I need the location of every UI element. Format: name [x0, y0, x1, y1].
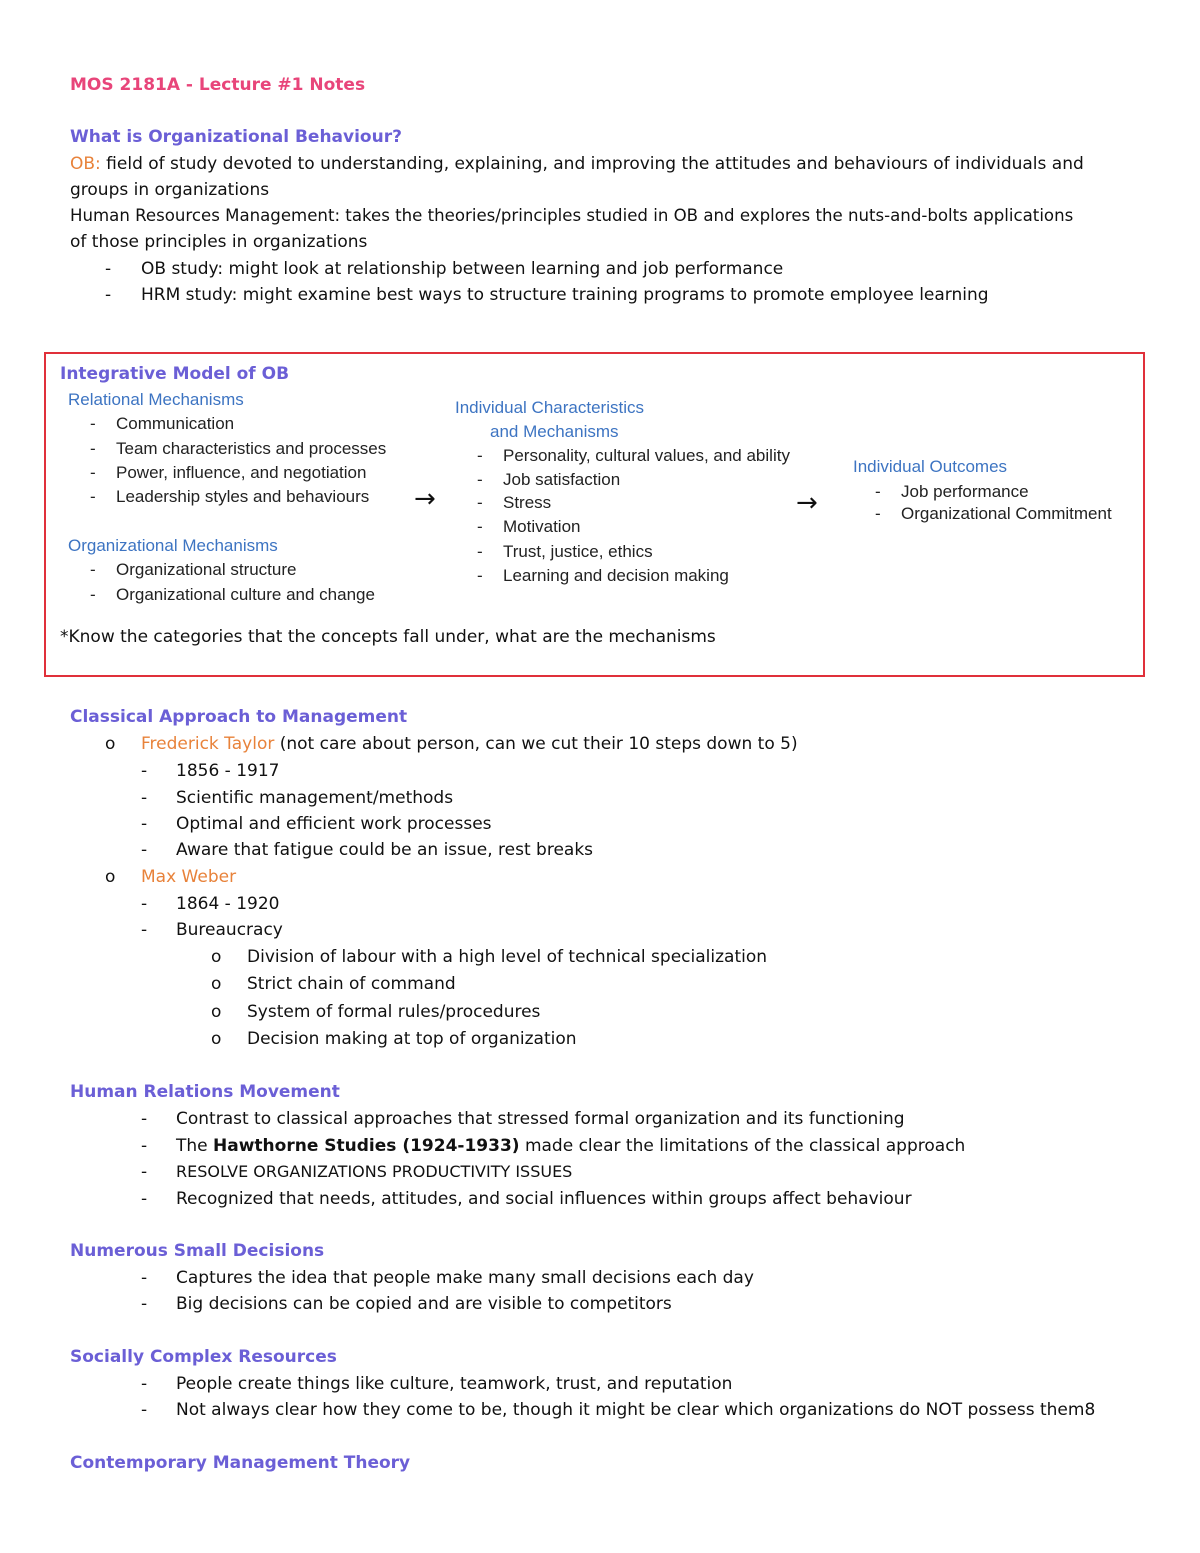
list-item: - Learning and decision making: [477, 566, 729, 585]
list-item: - HRM study: might examine best ways to structure training programs to promote employee learning: [105, 285, 989, 305]
list-item: o Strict chain of command: [211, 974, 456, 994]
list-item: - Power, influence, and negotiation: [90, 463, 367, 482]
circle-bullet: o: [105, 867, 116, 887]
list-item: o System of formal rules/procedures: [211, 1002, 541, 1022]
list-item: - Job performance: [875, 482, 1029, 501]
list-item: - Bureaucracy: [141, 920, 283, 940]
list-item: - Scientific management/methods: [141, 788, 454, 808]
list-item: - Motivation: [477, 517, 581, 536]
section-heading-socially-complex: Socially Complex Resources: [70, 1347, 337, 1367]
list-item: - Organizational culture and change: [90, 585, 375, 604]
list-item: - 1864 - 1920: [141, 894, 280, 914]
section-heading-classical: Classical Approach to Management: [70, 707, 408, 727]
dash-bullet: -: [105, 285, 112, 305]
page-title: MOS 2181A - Lecture #1 Notes: [70, 75, 366, 95]
list-item: - Stress: [477, 493, 552, 512]
list-item: - Recognized that needs, attitudes, and social influences within groups affect behaviour: [141, 1189, 912, 1209]
list-item: - 1856 - 1917: [141, 761, 280, 781]
list-item: - RESOLVE ORGANIZATIONS PRODUCTIVITY ISSUES: [141, 1162, 573, 1182]
organizational-heading: Organizational Mechanisms: [68, 536, 278, 555]
list-item: - Not always clear how they come to be, though it might be clear which organizations do NOT possess them8: [141, 1400, 1096, 1420]
list-item: - Organizational structure: [90, 560, 297, 579]
section-heading-human-relations: Human Relations Movement: [70, 1082, 340, 1102]
hrm-definition: Human Resources Management: takes the theories/principles studied in OB and explores the nuts-and-bolts applications: [70, 206, 1074, 225]
list-item: - Team characteristics and processes: [90, 439, 387, 458]
weber-name: Max Weber: [141, 867, 237, 887]
dash-bullet: -: [105, 259, 112, 279]
list-item: - Optimal and efficient work processes: [141, 814, 492, 834]
list-item: - Organizational Commitment: [875, 504, 1112, 523]
list-item: - Leadership styles and behaviours: [90, 487, 370, 506]
taylor-line: Frederick Taylor (not care about person, can we cut their 10 steps down to 5): [141, 734, 798, 754]
ob-definition-cont: groups in organizations: [70, 180, 270, 200]
list-item: - Contrast to classical approaches that stressed formal organization and its functioning: [141, 1109, 905, 1129]
list-item: - Aware that fatigue could be an issue, rest breaks: [141, 840, 594, 860]
model-heading: Integrative Model of OB: [60, 364, 290, 384]
individual-heading-line1: Individual Characteristics: [455, 398, 644, 417]
list-item: - Job satisfaction: [477, 470, 621, 489]
list-item: - Communication: [90, 414, 235, 433]
ob-definition: [70, 154, 1084, 174]
ob-definition-text: field of study devoted to understanding, explaining, and improving the attitudes and behaviours of individuals and: [100, 154, 1084, 174]
list-item: - People create things like culture, teamwork, trust, and reputation: [141, 1374, 733, 1394]
individual-heading-line2: and Mechanisms: [490, 422, 619, 441]
ob-label: OB:: [70, 154, 101, 174]
taylor-name: Frederick Taylor: [141, 734, 275, 754]
list-item: [105, 734, 115, 754]
outcomes-heading: Individual Outcomes: [853, 457, 1008, 476]
list-item: [105, 867, 115, 887]
arrow-right-icon: →: [796, 488, 818, 518]
list-item: - Big decisions can be copied and are visible to competitors: [141, 1294, 672, 1314]
hrm-definition-cont: of those principles in organizations: [70, 232, 368, 252]
model-note: *Know the categories that the concepts fall under, what are the mechanisms: [60, 627, 716, 647]
list-item: - Trust, justice, ethics: [477, 542, 653, 561]
section-heading-ob: What is Organizational Behaviour?: [70, 127, 402, 147]
section-heading-contemporary: Contemporary Management Theory: [70, 1453, 411, 1473]
list-item: - Captures the idea that people make many small decisions each day: [141, 1268, 754, 1288]
list-item: o Division of labour with a high level of technical specialization: [211, 947, 768, 967]
list-item: o Decision making at top of organization: [211, 1029, 577, 1049]
section-heading-small-decisions: Numerous Small Decisions: [70, 1241, 325, 1261]
hawthorne-studies: Hawthorne Studies (1924-1933): [213, 1136, 520, 1156]
circle-bullet: o: [105, 734, 116, 754]
list-item: - OB study: might look at relationship between learning and job performance: [105, 259, 784, 279]
relational-heading: Relational Mechanisms: [68, 390, 244, 409]
arrow-right-icon: →: [414, 484, 436, 514]
list-item: - Personality, cultural values, and ability: [477, 446, 790, 465]
list-item: - The Hawthorne Studies (1924-1933) made clear the limitations of the classical approach: [141, 1136, 966, 1156]
